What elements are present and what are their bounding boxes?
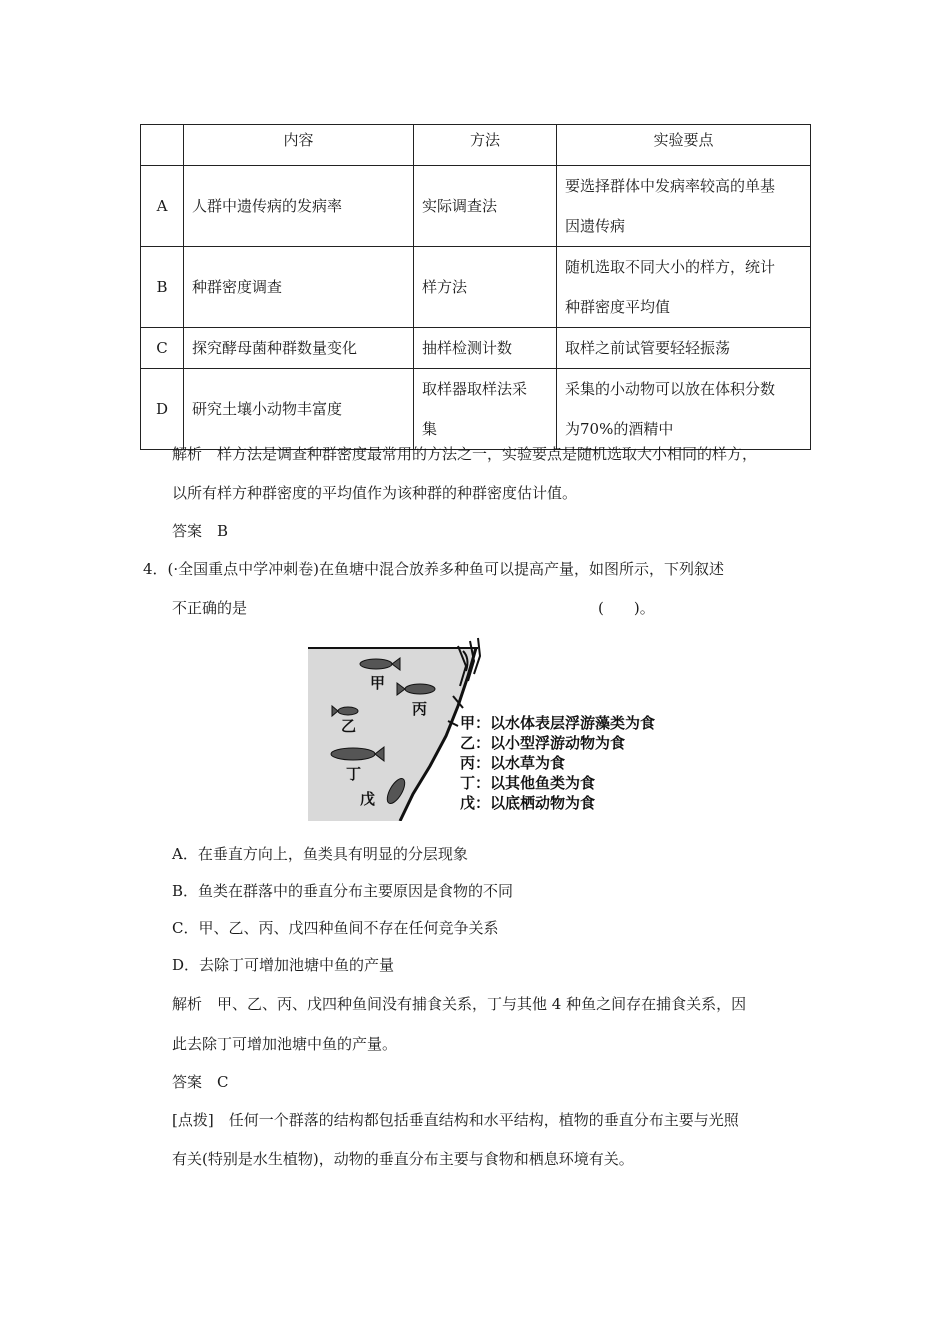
row-content: 研究土壤小动物丰富度 <box>184 369 414 450</box>
legend-item: 甲：以水体表层浮游藻类为食 <box>460 714 656 732</box>
row-content: 人群中遗传病的发病率 <box>184 166 414 247</box>
answer-blank: ( )。 <box>598 599 655 617</box>
table-row <box>141 166 811 247</box>
row-points <box>557 369 811 450</box>
table-row <box>141 247 811 328</box>
experiment-table <box>140 124 811 450</box>
points-line: 采集的小动物可以放在体积分数 <box>565 380 776 398</box>
table-header-row <box>141 125 811 166</box>
table-row <box>141 328 811 369</box>
table-row <box>141 369 811 450</box>
legend-item: 戊：以底栖动物为食 <box>460 794 596 812</box>
row-points <box>557 166 811 247</box>
q4-stem-cont: 不正确的是 <box>172 599 248 617</box>
q3-answer: 答案 B <box>172 522 229 540</box>
method-line: 集 <box>422 420 438 438</box>
fish-label: 丙 <box>412 700 428 718</box>
row-content: 种群密度调查 <box>184 247 414 328</box>
row-label: D <box>141 369 184 450</box>
row-content: 探究酵母菌种群数量变化 <box>184 328 414 369</box>
points-line: 为70%的酒精中 <box>565 420 674 438</box>
row-method: 实际调查法 <box>414 166 557 247</box>
points-line: 种群密度平均值 <box>565 298 671 316</box>
points-line: 随机选取不同大小的样方，统计 <box>565 258 776 276</box>
table-header-cell: 方法 <box>414 125 557 166</box>
option-c: C．甲、乙、丙、戊四种鱼间不存在任何竞争关系 <box>172 919 499 937</box>
method-line: 取样器取样法采 <box>422 380 528 398</box>
table-header-cell: 内容 <box>184 125 414 166</box>
fish-label: 乙 <box>341 717 357 735</box>
q3-analysis-cont: 以所有样方种群密度的平均值作为该种群的种群密度估计值。 <box>172 484 578 502</box>
tip-cont: 有关(特别是水生植物)，动物的垂直分布主要与食物和栖息环境有关。 <box>172 1150 634 1168</box>
row-points <box>557 247 811 328</box>
q4-analysis: 解析 甲、乙、丙、戊四种鱼间没有捕食关系，丁与其他 4 种鱼之间存在捕食关系，因 <box>172 995 747 1013</box>
q4-stem: 4．(·全国重点中学冲刺卷)在鱼塘中混合放养多种鱼可以提高产量，如图所示，下列叙述 <box>143 560 725 578</box>
q4-answer: 答案 C <box>172 1073 229 1091</box>
legend-item: 丁：以其他鱼类为食 <box>460 774 596 792</box>
legend-item: 丙：以水草为食 <box>460 754 566 772</box>
fish-label: 丁 <box>346 765 362 783</box>
table-header-cell <box>141 125 184 166</box>
row-method: 样方法 <box>414 247 557 328</box>
q4-analysis-cont: 此去除丁可增加池塘中鱼的产量。 <box>172 1035 398 1053</box>
row-method <box>414 369 557 450</box>
option-d: D．去除丁可增加池塘中鱼的产量 <box>172 956 395 974</box>
row-points: 取样之前试管要轻轻振荡 <box>557 328 811 369</box>
points-line: 因遗传病 <box>565 217 626 235</box>
legend-item: 乙：以小型浮游动物为食 <box>460 734 626 752</box>
row-method: 抽样检测计数 <box>414 328 557 369</box>
row-label: B <box>141 247 184 328</box>
fish-label: 甲 <box>370 674 386 692</box>
row-label: C <box>141 328 184 369</box>
row-label: A <box>141 166 184 247</box>
points-line: 要选择群体中发病率较高的单基 <box>565 177 776 195</box>
tip: [点拨] 任何一个群落的结构都包括垂直结构和水平结构，植物的垂直分布主要与光照 <box>172 1111 739 1129</box>
option-b: B．鱼类在群落中的垂直分布主要原因是食物的不同 <box>172 882 514 900</box>
option-a: A．在垂直方向上，鱼类具有明显的分层现象 <box>172 845 468 863</box>
fish-label: 戊 <box>360 790 376 808</box>
table-header-cell: 实验要点 <box>557 125 811 166</box>
q3-analysis: 解析 样方法是调查种群密度最常用的方法之一，实验要点是随机选取大小相同的样方， <box>172 445 758 463</box>
fish-pond-figure <box>308 636 663 821</box>
